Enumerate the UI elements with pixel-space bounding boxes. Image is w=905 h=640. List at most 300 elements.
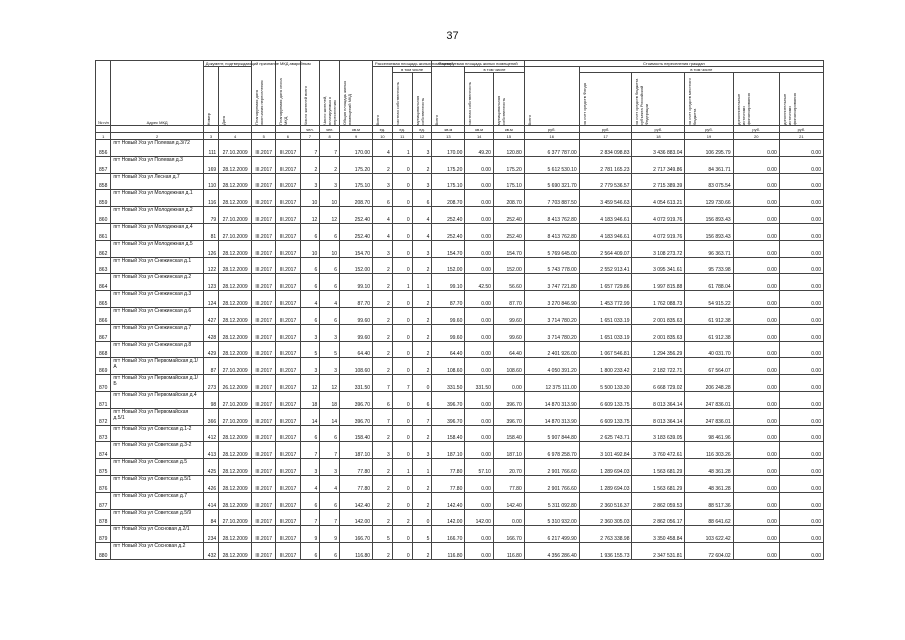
table-cell: 0 [392, 173, 412, 190]
table-cell: 2 [412, 492, 432, 509]
table-cell: 0.00 [779, 358, 823, 375]
header-group-document: Документ, подтверждающий признание МКД аварийным [203, 61, 251, 67]
address-cell: пгт Новый Уоз ул Первомайская д.1/А [111, 358, 203, 375]
table-cell: 0.00 [465, 408, 494, 425]
table-cell: 5 [412, 526, 432, 543]
table-cell: 366 [203, 408, 218, 425]
table-cell: 6 978 258.70 [524, 442, 579, 459]
table-cell: 0.00 [779, 442, 823, 459]
table-cell: III.2017 [276, 375, 300, 392]
table-row [96, 543, 824, 560]
header-area-all: Всего [432, 67, 465, 126]
table-cell: 2 182 722.71 [632, 358, 685, 375]
resettlement-table [95, 60, 824, 560]
table-cell: 120.80 [493, 140, 524, 157]
table-cell: 414 [203, 492, 218, 509]
table-cell: 3 [412, 442, 432, 459]
table-cell: 27.10.2009 [219, 223, 252, 240]
table-cell: 111 [203, 140, 218, 157]
table-cell: 5 907 844.80 [524, 425, 579, 442]
address-cell: пгт Новый Уоз ул Снежинская д.2 [111, 274, 203, 291]
table-cell: III.2017 [252, 140, 276, 157]
table-cell: 0.00 [733, 425, 779, 442]
table-cell: 14 [320, 408, 340, 425]
table-cell: 0.00 [733, 475, 779, 492]
table-cell: 879 [96, 526, 111, 543]
table-cell: 0.00 [733, 307, 779, 324]
table-cell: III.2017 [252, 459, 276, 476]
table-cell: III.2017 [276, 140, 300, 157]
table-cell: 88 517.36 [685, 492, 733, 509]
column-index-cell: 16 [524, 133, 579, 140]
table-cell: 2 [373, 291, 393, 308]
table-cell: 2 781 165.23 [579, 156, 632, 173]
table-cell: 0.00 [465, 341, 494, 358]
header-area-mun: муниципальная собственность [493, 73, 524, 126]
table-cell: 0.00 [779, 341, 823, 358]
table-cell: 6 609 133.75 [579, 408, 632, 425]
table-cell: 2 [412, 307, 432, 324]
table-cell: 0 [412, 375, 432, 392]
table-cell: III.2017 [252, 274, 276, 291]
table-cell: 0 [392, 190, 412, 207]
table-cell: 0.00 [733, 391, 779, 408]
table-cell: 1 [392, 459, 412, 476]
table-row [96, 274, 824, 291]
table-cell: 0.00 [733, 324, 779, 341]
address-cell: пгт Новый Уоз ул Советская д.5 [111, 459, 203, 476]
table-cell: 6 [300, 543, 320, 560]
table-cell: 28.12.2009 [219, 475, 252, 492]
table-cell: 83 075.54 [685, 173, 733, 190]
table-cell: 0.00 [733, 492, 779, 509]
address-cell: пгт Новый Уоз ул Снежинская д.8 [111, 341, 203, 358]
address-cell: пгт Новый Уоз ул Снежинская д.3 [111, 291, 203, 308]
table-cell: 48 361.28 [685, 459, 733, 476]
table-cell: 0 [392, 425, 412, 442]
table-cell: III.2017 [276, 358, 300, 375]
table-cell: 4 [300, 291, 320, 308]
address-cell: пгт Новый Уоз ул Молодежная д.2 [111, 207, 203, 224]
table-cell: 2 360 305.03 [579, 509, 632, 526]
table-cell: 0.00 [733, 341, 779, 358]
table-cell: 2 862 056.17 [632, 509, 685, 526]
table-cell: 18 [320, 391, 340, 408]
table-cell: 0.00 [733, 442, 779, 459]
table-cell: 3 [373, 442, 393, 459]
table-cell: 2 [373, 358, 393, 375]
table-cell: 0.00 [779, 207, 823, 224]
column-index-cell: 13 [432, 133, 465, 140]
unit-cell: руб. [524, 126, 579, 133]
page-number: 37 [446, 30, 459, 42]
table-cell: 8 013 364.14 [632, 408, 685, 425]
table-cell: 158.40 [493, 425, 524, 442]
unit-cell: руб. [685, 126, 733, 133]
table-cell: 6 [412, 190, 432, 207]
table-cell: 0.00 [465, 425, 494, 442]
address-cell: пгт Новый Уоз ул Снежинская д.1 [111, 257, 203, 274]
table-cell: 142.00 [432, 509, 465, 526]
table-cell: 7 [320, 140, 340, 157]
table-cell: 98 461.96 [685, 425, 733, 442]
table-cell: 866 [96, 307, 111, 324]
table-cell: 12 [300, 375, 320, 392]
unit-cell: руб. [632, 126, 685, 133]
table-row [96, 391, 824, 408]
table-cell: III.2017 [276, 341, 300, 358]
table-cell: III.2017 [252, 156, 276, 173]
table-cell: 28.12.2009 [219, 459, 252, 476]
table-cell: 175.20 [340, 156, 373, 173]
table-cell: 4 050 391.20 [524, 358, 579, 375]
table-cell: 0.00 [733, 543, 779, 560]
column-index-cell: 5 [252, 133, 276, 140]
table-cell: 28.12.2009 [219, 257, 252, 274]
table-row [96, 240, 824, 257]
table-cell: 0.00 [779, 408, 823, 425]
table-cell: 187.10 [340, 442, 373, 459]
header-cost-local: за счет средств местного бюджета [685, 73, 733, 126]
table-cell: 0.00 [733, 140, 779, 157]
address-cell: пгт Новый Уоз ул Молодежная д.5 [111, 240, 203, 257]
table-cell: 5 743 778.00 [524, 257, 579, 274]
table-cell: 426 [203, 475, 218, 492]
table-row [96, 492, 824, 509]
table-cell: 0.00 [465, 257, 494, 274]
table-cell: 0 [392, 240, 412, 257]
unit-cell [219, 126, 252, 133]
table-cell: 57.10 [465, 459, 494, 476]
table-cell: 247 836.01 [685, 408, 733, 425]
column-index-cell: 8 [320, 133, 340, 140]
table-cell: 2 715 389.39 [632, 173, 685, 190]
table-cell: 27.10.2009 [219, 408, 252, 425]
unit-cell: ед. [412, 126, 432, 133]
column-index-cell: 11 [392, 133, 412, 140]
address-cell: пгт Новый Уоз ул Советская д.5/9 [111, 509, 203, 526]
unit-cell: чел. [300, 126, 320, 133]
table-cell: 0.00 [733, 207, 779, 224]
table-cell: 3 [412, 240, 432, 257]
table-cell: 4 [373, 140, 393, 157]
table-cell: 1 657 729.86 [579, 274, 632, 291]
table-cell: 3 760 472.61 [632, 442, 685, 459]
table-cell: III.2017 [276, 391, 300, 408]
table-cell: 84 361.71 [685, 156, 733, 173]
table-cell: 77.80 [340, 475, 373, 492]
address-cell: пгт Новый Уоз ул Советская д.1-2 [111, 425, 203, 442]
table-cell: III.2017 [276, 240, 300, 257]
table-row [96, 341, 824, 358]
table-cell: 331.50 [432, 375, 465, 392]
table-cell: III.2017 [252, 391, 276, 408]
table-cell: III.2017 [252, 324, 276, 341]
table-cell: 871 [96, 391, 111, 408]
table-cell: 2 360 516.37 [579, 492, 632, 509]
units-row [96, 126, 824, 133]
address-cell: пгт Новый Уоз ул Снежинская д.6 [111, 307, 203, 324]
table-cell: 77.80 [493, 475, 524, 492]
column-index-cell: 15 [493, 133, 524, 140]
header-plan-demolish: Планируемая дата сноса МКД [276, 61, 300, 126]
table-cell: 154.70 [493, 240, 524, 257]
table-cell: 2 [412, 425, 432, 442]
table-cell: 252.40 [493, 207, 524, 224]
table-cell: 870 [96, 375, 111, 392]
table-cell: 0.00 [465, 173, 494, 190]
table-cell: III.2017 [276, 459, 300, 476]
table-cell: 7 [392, 375, 412, 392]
table-cell: 2 [392, 509, 412, 526]
unit-cell [276, 126, 300, 133]
unit-cell: руб. [733, 126, 779, 133]
table-cell: 7 [300, 442, 320, 459]
table-cell: 427 [203, 307, 218, 324]
table-cell: 0 [392, 291, 412, 308]
table-cell: 2 [373, 425, 393, 442]
table-cell: 413 [203, 442, 218, 459]
header-area-settle-sub: в том числе [392, 67, 432, 73]
table-cell: 87.70 [340, 291, 373, 308]
table-cell: III.2017 [252, 375, 276, 392]
table-cell: 28.12.2009 [219, 240, 252, 257]
table-cell: 0 [392, 307, 412, 324]
resettlement-table-sheet [95, 60, 824, 560]
table-cell: 6 [320, 543, 340, 560]
table-cell: 6 [373, 391, 393, 408]
table-cell: 27.10.2009 [219, 391, 252, 408]
table-cell: 187.10 [432, 442, 465, 459]
table-cell: 28.12.2009 [219, 425, 252, 442]
table-cell: 867 [96, 324, 111, 341]
table-cell: III.2017 [276, 223, 300, 240]
column-index-cell: 9 [340, 133, 373, 140]
table-cell: 8 013 364.14 [632, 391, 685, 408]
table-cell: 3 183 639.05 [632, 425, 685, 442]
table-cell: 0.00 [465, 391, 494, 408]
table-cell: 7 [300, 509, 320, 526]
table-cell: 87.70 [493, 291, 524, 308]
table-cell: 396.70 [340, 408, 373, 425]
address-cell: пгт Новый Уоз ул Первомайская д.4 [111, 391, 203, 408]
table-cell: 2 [373, 543, 393, 560]
table-cell: 175.20 [493, 156, 524, 173]
table-cell: 2 [373, 492, 393, 509]
table-cell: 0.00 [779, 391, 823, 408]
table-cell: 4 [300, 475, 320, 492]
table-cell: 877 [96, 492, 111, 509]
table-row [96, 459, 824, 476]
table-cell: 0.00 [779, 509, 823, 526]
table-cell: 64.40 [340, 341, 373, 358]
table-cell: 6 [320, 492, 340, 509]
table-cell: 4 [320, 291, 340, 308]
table-cell: 0 [392, 543, 412, 560]
table-cell: 116 303.26 [685, 442, 733, 459]
table-cell: III.2017 [276, 207, 300, 224]
table-cell: 4 183 946.61 [579, 223, 632, 240]
table-row [96, 257, 824, 274]
table-cell: 166.70 [432, 526, 465, 543]
table-cell: 28.12.2009 [219, 324, 252, 341]
header-count-all: Всего [373, 67, 393, 126]
table-cell: 252.40 [340, 223, 373, 240]
table-cell: 2 625 743.71 [579, 425, 632, 442]
table-cell: 142.40 [432, 492, 465, 509]
header-cost-all: Всего [524, 67, 579, 126]
table-cell: 0 [392, 408, 412, 425]
address-cell: пгт Новый Уоз ул Молодежная д.1 [111, 190, 203, 207]
table-cell: 0.00 [465, 358, 494, 375]
table-cell: 4 [373, 223, 393, 240]
table-row [96, 207, 824, 224]
table-cell: 872 [96, 408, 111, 425]
table-cell: 0.00 [779, 543, 823, 560]
table-cell: 857 [96, 156, 111, 173]
table-cell: 0.00 [779, 156, 823, 173]
table-cell: 860 [96, 207, 111, 224]
table-cell: 3 [300, 173, 320, 190]
table-cell: 428 [203, 324, 218, 341]
table-cell: 3 [412, 173, 432, 190]
table-cell: 96 363.71 [685, 240, 733, 257]
table-cell: 108.60 [340, 358, 373, 375]
table-cell: 3 714 780.20 [524, 307, 579, 324]
table-cell: 3 [373, 173, 393, 190]
table-cell: 175.20 [432, 156, 465, 173]
table-cell: 0 [392, 324, 412, 341]
table-cell: 2 [373, 307, 393, 324]
table-cell: 49.20 [465, 140, 494, 157]
table-cell: 0.00 [779, 375, 823, 392]
table-cell: 4 [320, 475, 340, 492]
table-cell: 0.00 [465, 207, 494, 224]
header-group-cost: Стоимость переселения граждан [524, 61, 823, 67]
table-cell: 175.10 [340, 173, 373, 190]
table-cell: 0.00 [779, 257, 823, 274]
table-cell: 0.00 [465, 190, 494, 207]
table-cell: 864 [96, 274, 111, 291]
table-cell: 0.00 [733, 408, 779, 425]
table-cell: 0.00 [733, 173, 779, 190]
column-index-cell: 14 [465, 133, 494, 140]
table-cell: 28.12.2009 [219, 274, 252, 291]
address-cell: пгт Новый Уоз ул Первомайская д.5/1 [111, 408, 203, 425]
unit-cell [203, 126, 218, 133]
header-people-plan: Число жителей, планируемых к переселению [320, 61, 340, 126]
table-cell: 252.40 [340, 207, 373, 224]
table-cell: 1 563 681.29 [632, 475, 685, 492]
table-cell: 158.40 [340, 425, 373, 442]
table-cell: 0.00 [733, 274, 779, 291]
header-cost-fund: за счет средств Фонда [579, 73, 632, 126]
table-cell: 3 436 883.04 [632, 140, 685, 157]
table-cell: 10 [320, 190, 340, 207]
table-cell: 0.00 [733, 526, 779, 543]
table-cell: 6 [300, 257, 320, 274]
table-cell: 98 [203, 391, 218, 408]
table-cell: III.2017 [276, 442, 300, 459]
table-cell: 152.00 [432, 257, 465, 274]
table-cell: 0.00 [779, 274, 823, 291]
table-cell: 166.70 [340, 526, 373, 543]
table-cell: III.2017 [276, 543, 300, 560]
table-cell: 3 [373, 240, 393, 257]
table-cell: 0.00 [779, 492, 823, 509]
table-cell: 103 622.42 [685, 526, 733, 543]
address-cell: пгт Новый Уоз ул Полевая д.3/72 [111, 140, 203, 157]
table-cell: 6 [412, 391, 432, 408]
column-index-cell: 10 [373, 133, 393, 140]
column-index-cell: 4 [219, 133, 252, 140]
table-cell: 10 [300, 190, 320, 207]
table-cell: 425 [203, 459, 218, 476]
table-cell: 0.00 [733, 375, 779, 392]
table-cell: 0.00 [733, 190, 779, 207]
unit-cell: чел. [320, 126, 340, 133]
table-cell: 126 [203, 240, 218, 257]
table-cell: 4 356 286.40 [524, 543, 579, 560]
table-cell: 5 500 133.30 [579, 375, 632, 392]
table-row [96, 223, 824, 240]
table-cell: 0 [392, 257, 412, 274]
header-count-mun: муниципальная собственность [412, 73, 432, 126]
table-cell: 7 [373, 408, 393, 425]
table-cell: 9 [300, 526, 320, 543]
table-cell: III.2017 [276, 526, 300, 543]
table-cell: 99.10 [432, 274, 465, 291]
table-cell: III.2017 [252, 207, 276, 224]
header-cost-extra: дополнительные источники финансирования [733, 73, 779, 126]
table-cell: 95 733.98 [685, 257, 733, 274]
table-cell: 0 [412, 509, 432, 526]
table-cell: 116.80 [432, 543, 465, 560]
table-cell: 396.70 [340, 391, 373, 408]
unit-cell [252, 126, 276, 133]
table-cell: 169 [203, 156, 218, 173]
table-cell: 0.00 [733, 223, 779, 240]
table-cell: III.2017 [252, 240, 276, 257]
table-cell: 5 310 932.00 [524, 509, 579, 526]
table-cell: 5 [373, 526, 393, 543]
table-cell: III.2017 [276, 291, 300, 308]
table-cell: 6 217 499.90 [524, 526, 579, 543]
column-index-cell: 17 [579, 133, 632, 140]
address-cell: пгт Новый Уоз ул Первомайская д.1/Б [111, 375, 203, 392]
table-cell: 865 [96, 291, 111, 308]
table-cell: 6 [320, 223, 340, 240]
table-cell: 0.00 [779, 475, 823, 492]
column-index-row [96, 133, 824, 140]
table-row [96, 526, 824, 543]
table-cell: 0.00 [779, 324, 823, 341]
address-cell: пгт Новый Уоз ул Снежинская д.7 [111, 324, 203, 341]
table-cell: 123 [203, 274, 218, 291]
table-cell: 99.60 [432, 324, 465, 341]
table-row [96, 425, 824, 442]
table-cell: 26.12.2009 [219, 375, 252, 392]
table-cell: 87 [203, 358, 218, 375]
table-cell: 0 [392, 442, 412, 459]
header-doc-number: Номер [203, 67, 218, 126]
header-group-area-settle: Расселяемая площадь жилых помещений [373, 61, 432, 67]
header-area-total: Общая площадь жилых помещений МКД [340, 61, 373, 126]
table-cell: III.2017 [276, 257, 300, 274]
table-cell: 396.70 [432, 391, 465, 408]
table-cell: 868 [96, 341, 111, 358]
table-cell: 3 101 492.84 [579, 442, 632, 459]
